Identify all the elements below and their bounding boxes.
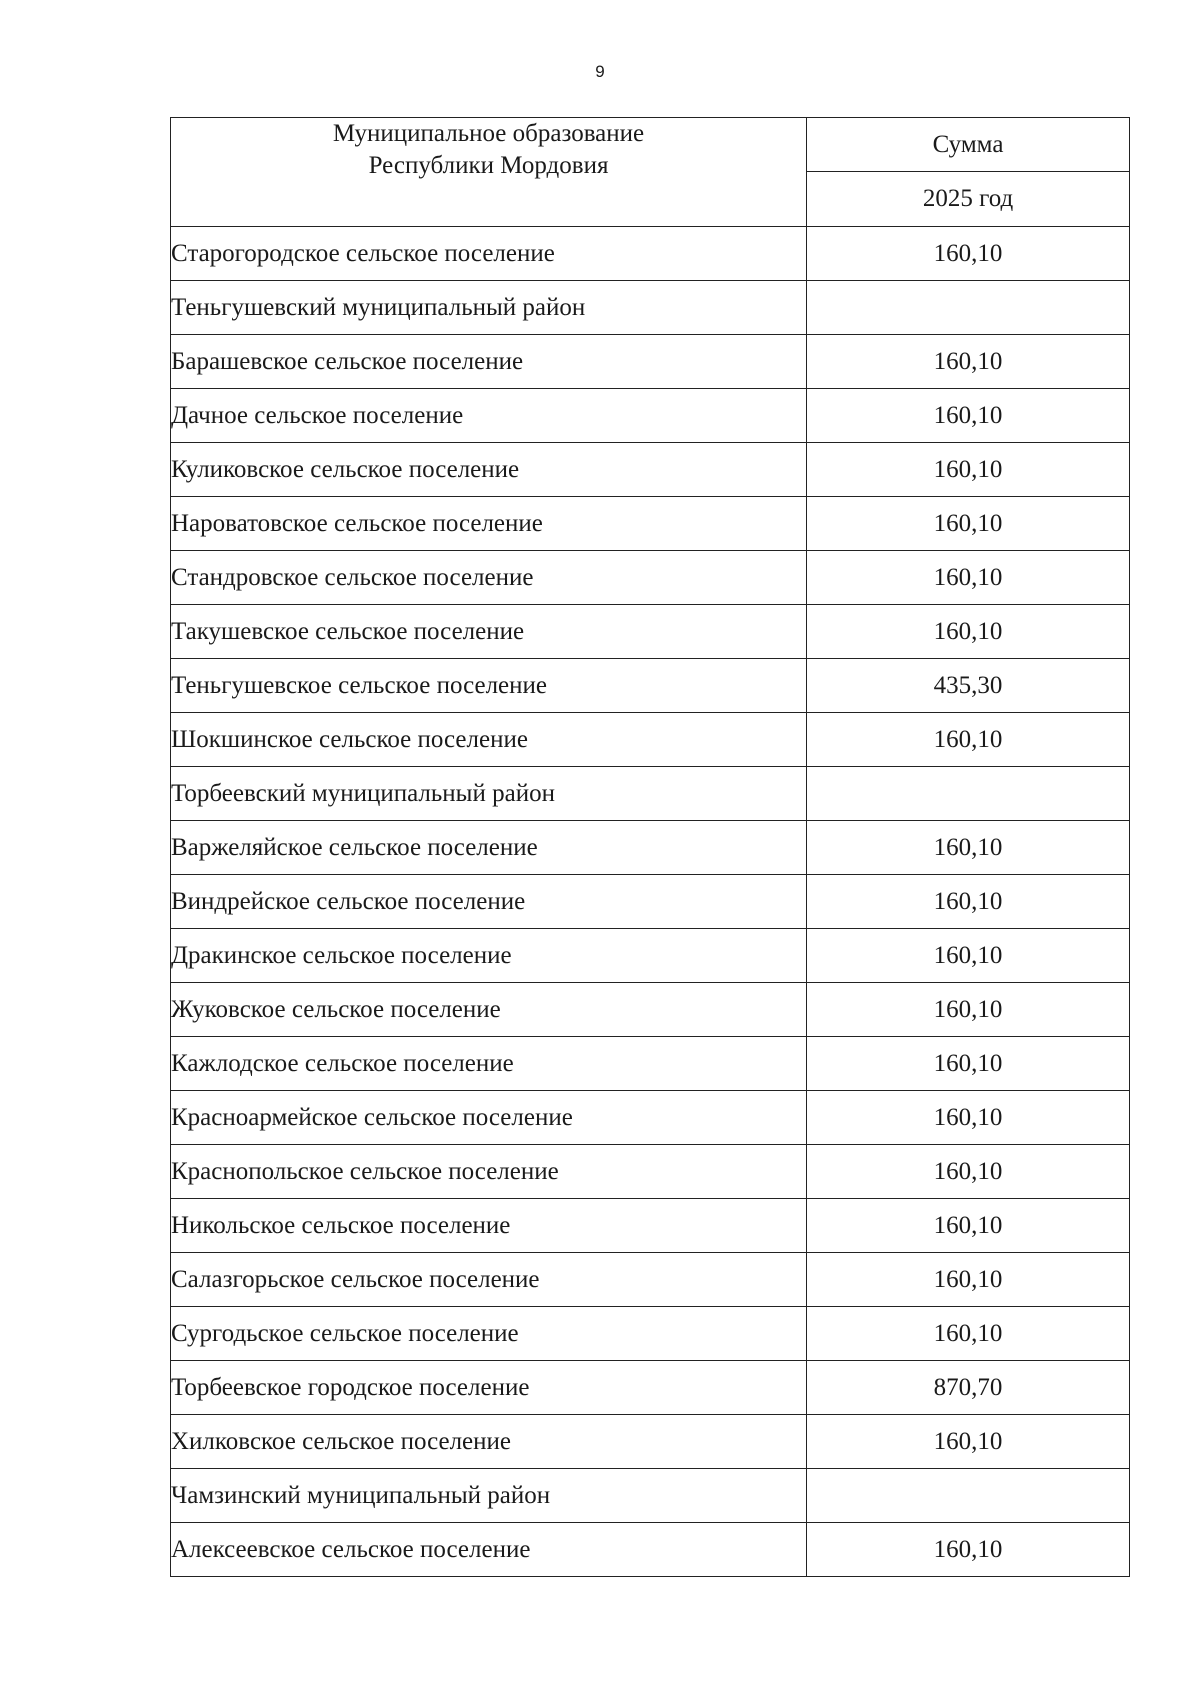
- table-row: [171, 659, 1130, 713]
- header-sum: Сумма: [807, 118, 1130, 172]
- header-year: 2025 год: [807, 172, 1130, 227]
- table-row: [171, 227, 1130, 281]
- row-amount: 160,10: [807, 1145, 1130, 1199]
- table-row: [171, 983, 1130, 1037]
- row-municipality-name: Алексеевское сельское поселение: [171, 1523, 807, 1577]
- row-municipality-name: Теньгушевский муниципальный район: [171, 281, 807, 335]
- row-municipality-name: Торбеевский муниципальный район: [171, 767, 807, 821]
- row-amount: 160,10: [807, 389, 1130, 443]
- table-row: [171, 1037, 1130, 1091]
- row-municipality-name: Кажлодское сельское поселение: [171, 1037, 807, 1091]
- row-amount: 160,10: [807, 983, 1130, 1037]
- row-municipality-name: Жуковское сельское поселение: [171, 983, 807, 1037]
- row-municipality-name: Дракинское сельское поселение: [171, 929, 807, 983]
- row-municipality-name: Виндрейское сельское поселение: [171, 875, 807, 929]
- row-amount: 160,10: [807, 227, 1130, 281]
- row-amount: 160,10: [807, 1415, 1130, 1469]
- row-amount: 160,10: [807, 1037, 1130, 1091]
- row-municipality-name: Барашевское сельское поселение: [171, 335, 807, 389]
- row-municipality-name: Сургодьское сельское поселение: [171, 1307, 807, 1361]
- row-amount: 160,10: [807, 713, 1130, 767]
- table-row: [171, 1469, 1130, 1523]
- table-row: [171, 713, 1130, 767]
- row-municipality-name: Краснопольское сельское поселение: [171, 1145, 807, 1199]
- row-amount: 160,10: [807, 551, 1130, 605]
- row-amount: [807, 1469, 1130, 1523]
- row-municipality-name: Нароватовское сельское поселение: [171, 497, 807, 551]
- row-amount: 435,30: [807, 659, 1130, 713]
- row-municipality-name: Хилковское сельское поселение: [171, 1415, 807, 1469]
- row-municipality-name: Куликовское сельское поселение: [171, 443, 807, 497]
- row-amount: 160,10: [807, 875, 1130, 929]
- row-amount: 160,10: [807, 929, 1130, 983]
- row-amount: 160,10: [807, 335, 1130, 389]
- table-row: [171, 875, 1130, 929]
- row-amount: 160,10: [807, 1091, 1130, 1145]
- row-municipality-name: Никольское сельское поселение: [171, 1199, 807, 1253]
- table-row: [171, 1253, 1130, 1307]
- row-municipality-name: Стандровское сельское поселение: [171, 551, 807, 605]
- table-row: [171, 443, 1130, 497]
- row-amount: 870,70: [807, 1361, 1130, 1415]
- table-row: [171, 1415, 1130, 1469]
- row-municipality-name: Салазгорьское сельское поселение: [171, 1253, 807, 1307]
- row-municipality-name: Шокшинское сельское поселение: [171, 713, 807, 767]
- row-amount: 160,10: [807, 821, 1130, 875]
- table-row: [171, 1361, 1130, 1415]
- table-header: [171, 118, 1130, 227]
- table-row: [171, 1523, 1130, 1577]
- table-row: [171, 389, 1130, 443]
- header-municipality-line2: Республики Мордовия: [368, 152, 609, 179]
- table-body: [171, 227, 1130, 1577]
- row-amount: 160,10: [807, 605, 1130, 659]
- row-amount: [807, 281, 1130, 335]
- row-amount: 160,10: [807, 1253, 1130, 1307]
- allocation-table: [170, 117, 1130, 1577]
- table-row: [171, 1307, 1130, 1361]
- row-municipality-name: Красноармейское сельское поселение: [171, 1091, 807, 1145]
- table-row: [171, 821, 1130, 875]
- table-row: [171, 281, 1130, 335]
- row-amount: 160,10: [807, 1199, 1130, 1253]
- row-amount: 160,10: [807, 1307, 1130, 1361]
- page-number: 9: [595, 62, 605, 81]
- row-municipality-name: Теньгушевское сельское поселение: [171, 659, 807, 713]
- header-municipality-line1: Муниципальное образование: [332, 120, 645, 147]
- table-row: [171, 929, 1130, 983]
- table-row: [171, 335, 1130, 389]
- table-row: [171, 1091, 1130, 1145]
- table-row: [171, 497, 1130, 551]
- row-municipality-name: Варжеляйское сельское поселение: [171, 821, 807, 875]
- header-municipality: [171, 118, 807, 227]
- row-amount: 160,10: [807, 497, 1130, 551]
- table-row: [171, 1145, 1130, 1199]
- row-municipality-name: Старогородское сельское поселение: [171, 227, 807, 281]
- table-row: [171, 605, 1130, 659]
- row-amount: 160,10: [807, 1523, 1130, 1577]
- row-municipality-name: Чамзинский муниципальный район: [171, 1469, 807, 1523]
- row-municipality-name: Такушевское сельское поселение: [171, 605, 807, 659]
- row-municipality-name: Торбеевское городское поселение: [171, 1361, 807, 1415]
- row-amount: [807, 767, 1130, 821]
- table-row: [171, 551, 1130, 605]
- row-amount: 160,10: [807, 443, 1130, 497]
- row-municipality-name: Дачное сельское поселение: [171, 389, 807, 443]
- table-row: [171, 767, 1130, 821]
- table-row: [171, 1199, 1130, 1253]
